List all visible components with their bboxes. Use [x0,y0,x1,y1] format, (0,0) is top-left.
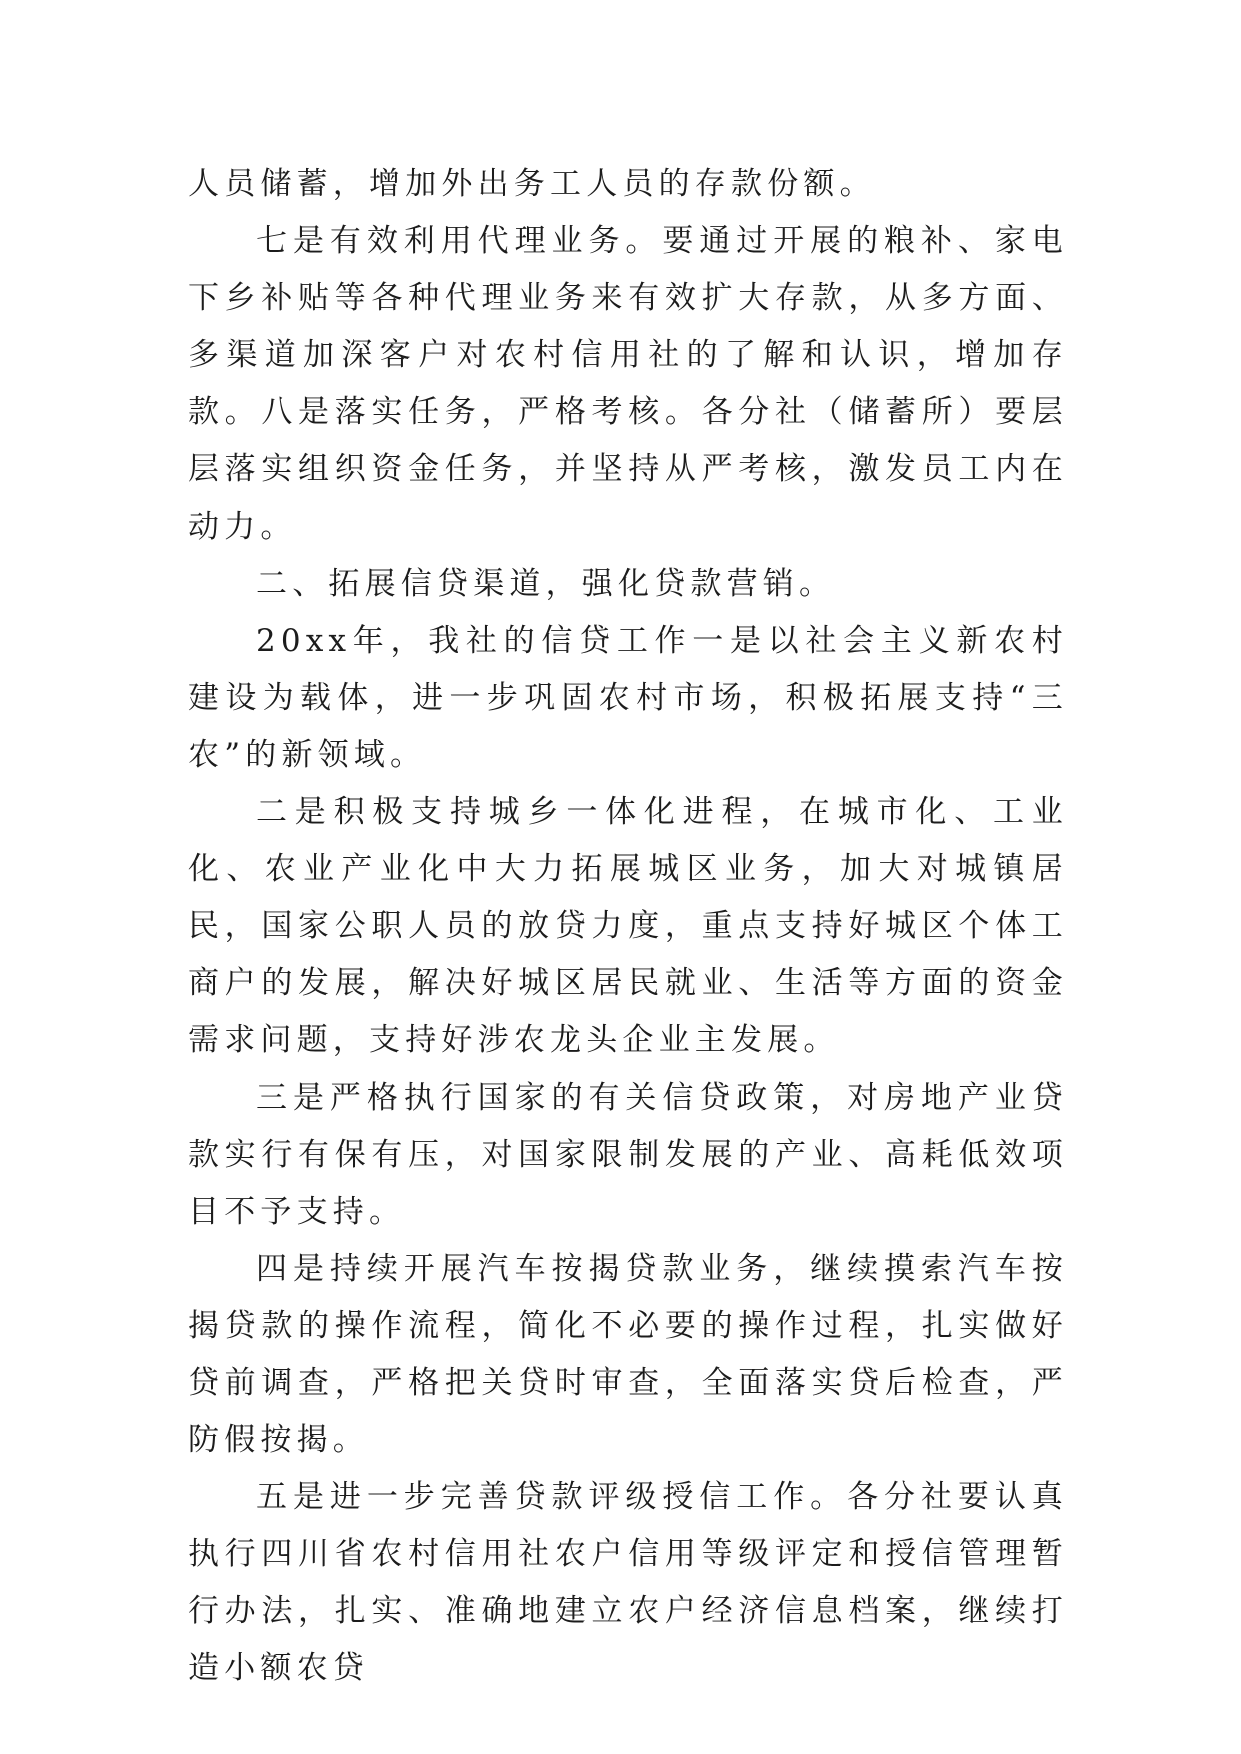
paragraph-6: 四是持续开展汽车按揭贷款业务，继续摸索汽车按揭贷款的操作流程，简化不必要的操作过程，扎实做好贷前调查，严格把关贷时审查，全面落实贷后检查，严防假按揭。 [188,1250,1068,1459]
document-body [188,156,1068,1698]
section-heading: 二、拓展信贷渠道，强化贷款营销。 [256,565,836,602]
paragraph-5: 三是严格执行国家的有关信贷政策，对房地产业贷款实行有保有压，对国家限制发展的产业、高耗低效项目不予支持。 [188,1079,1068,1230]
paragraph-4: 二是积极支持城乡一体化进程，在城市化、工业化、农业产业化中大力拓展城区业务，加大对城镇居民，国家公职人员的放贷力度，重点支持好城区个体工商户的发展，解决好城区居民就业、生活等方面的资金需求问题，支持好涉农龙头企业主发展。 [188,794,1068,1059]
paragraph-2: 七是有效利用代理业务。要通过开展的粮补、家电下乡补贴等各种代理业务来有效扩大存款，从多方面、多渠道加深客户对农村信用社的了解和认识，增加存款。八是落实任务，严格考核。各分社（储蓄所）要层层落实组织资金任务，并坚持从严考核，激发员工内在动力。 [188,223,1068,545]
paragraph-3: 20xx年，我社的信贷工作一是以社会主义新农村建设为载体，进一步巩固农村市场，积极拓展支持“三农”的新领域。 [188,622,1068,773]
paragraph-1: 人员储蓄，增加外出务工人员的存款份额。 [188,166,876,202]
paragraph-7: 五是进一步完善贷款评级授信工作。各分社要认真执行四川省农村信用社农户信用等级评定和授信管理暂行办法，扎实、准确地建立农户经济信息档案，继续打造小额农贷 [188,1479,1068,1687]
